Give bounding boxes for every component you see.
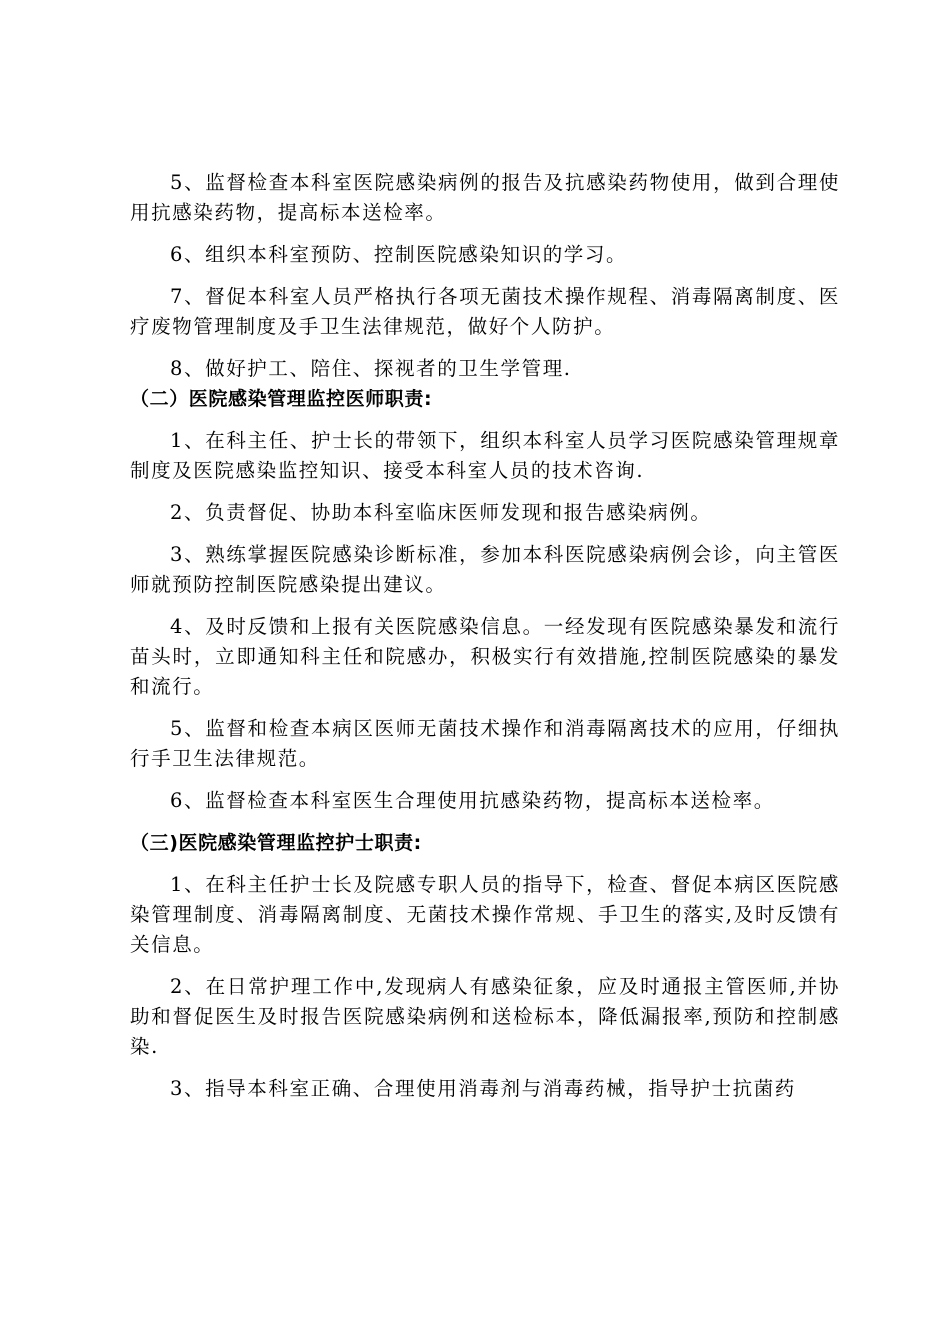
physician-duty-3: 3、熟练掌握医院感染诊断标准，参加本科医院感染病例会诊，向主管医师就预防控制医院感染提出建议。	[130, 543, 840, 596]
paragraph-7-aseptic-rules: 7、督促本科室人员严格执行各项无菌技术操作规程、消毒隔离制度、医疗废物管理制度及手卫生法律规范，做好个人防护。	[130, 285, 840, 338]
document-body	[130, 168, 840, 1116]
section-heading-physician-duties: （二）医院感染管理监控医师职责:	[130, 388, 433, 410]
physician-duty-5: 5、监督和检查本病区医师无菌技术操作和消毒隔离技术的应用，仔细执行手卫生法律规范。	[130, 717, 840, 770]
nurse-duty-1: 1、在科主任护士长及院感专职人员的指导下，检查、督促本病区医院感染管理制度、消毒隔离制度、无菌技术操作常规、手卫生的落实,及时反馈有关信息。	[130, 873, 840, 956]
section-heading-nurse-duties: （三)医院感染管理监控护士职责:	[130, 832, 422, 854]
nurse-duty-2: 2、在日常护理工作中,发现病人有感染征象，应及时通报主管医师,并协助和督促医生及时报告医院感染病例和送检标本，降低漏报率,预防和控制感染.	[130, 975, 840, 1058]
nurse-duty-3: 3、指导本科室正确、合理使用消毒剂与消毒药械，指导护士抗菌药	[170, 1077, 796, 1100]
physician-duty-4: 4、及时反馈和上报有关医院感染信息。一经发现有医院感染暴发和流行苗头时，立即通知科主任和院感办，积极实行有效措施,控制医院感染的暴发和流行。	[130, 615, 840, 698]
physician-duty-1: 1、在科主任、护士长的带领下，组织本科室人员学习医院感染管理规章制度及医院感染监控知识、接受本科室人员的技术咨询.	[130, 429, 840, 482]
paragraph-5-surveillance-antibiotics: 5、监督检查本科室医院感染病例的报告及抗感染药物使用，做到合理使用抗感染药物，提高标本送检率。	[130, 171, 840, 224]
physician-duty-6: 6、监督检查本科室医生合理使用抗感染药物，提高标本送检率。	[170, 789, 775, 812]
physician-duty-2: 2、负责督促、协助本科室临床医师发现和报告感染病例。	[170, 501, 712, 524]
paragraph-8-hygiene-management: 8、做好护工、陪住、探视者的卫生学管理.	[170, 357, 572, 380]
paragraph-6-organize-study: 6、组织本科室预防、控制医院感染知识的学习。	[170, 243, 628, 266]
